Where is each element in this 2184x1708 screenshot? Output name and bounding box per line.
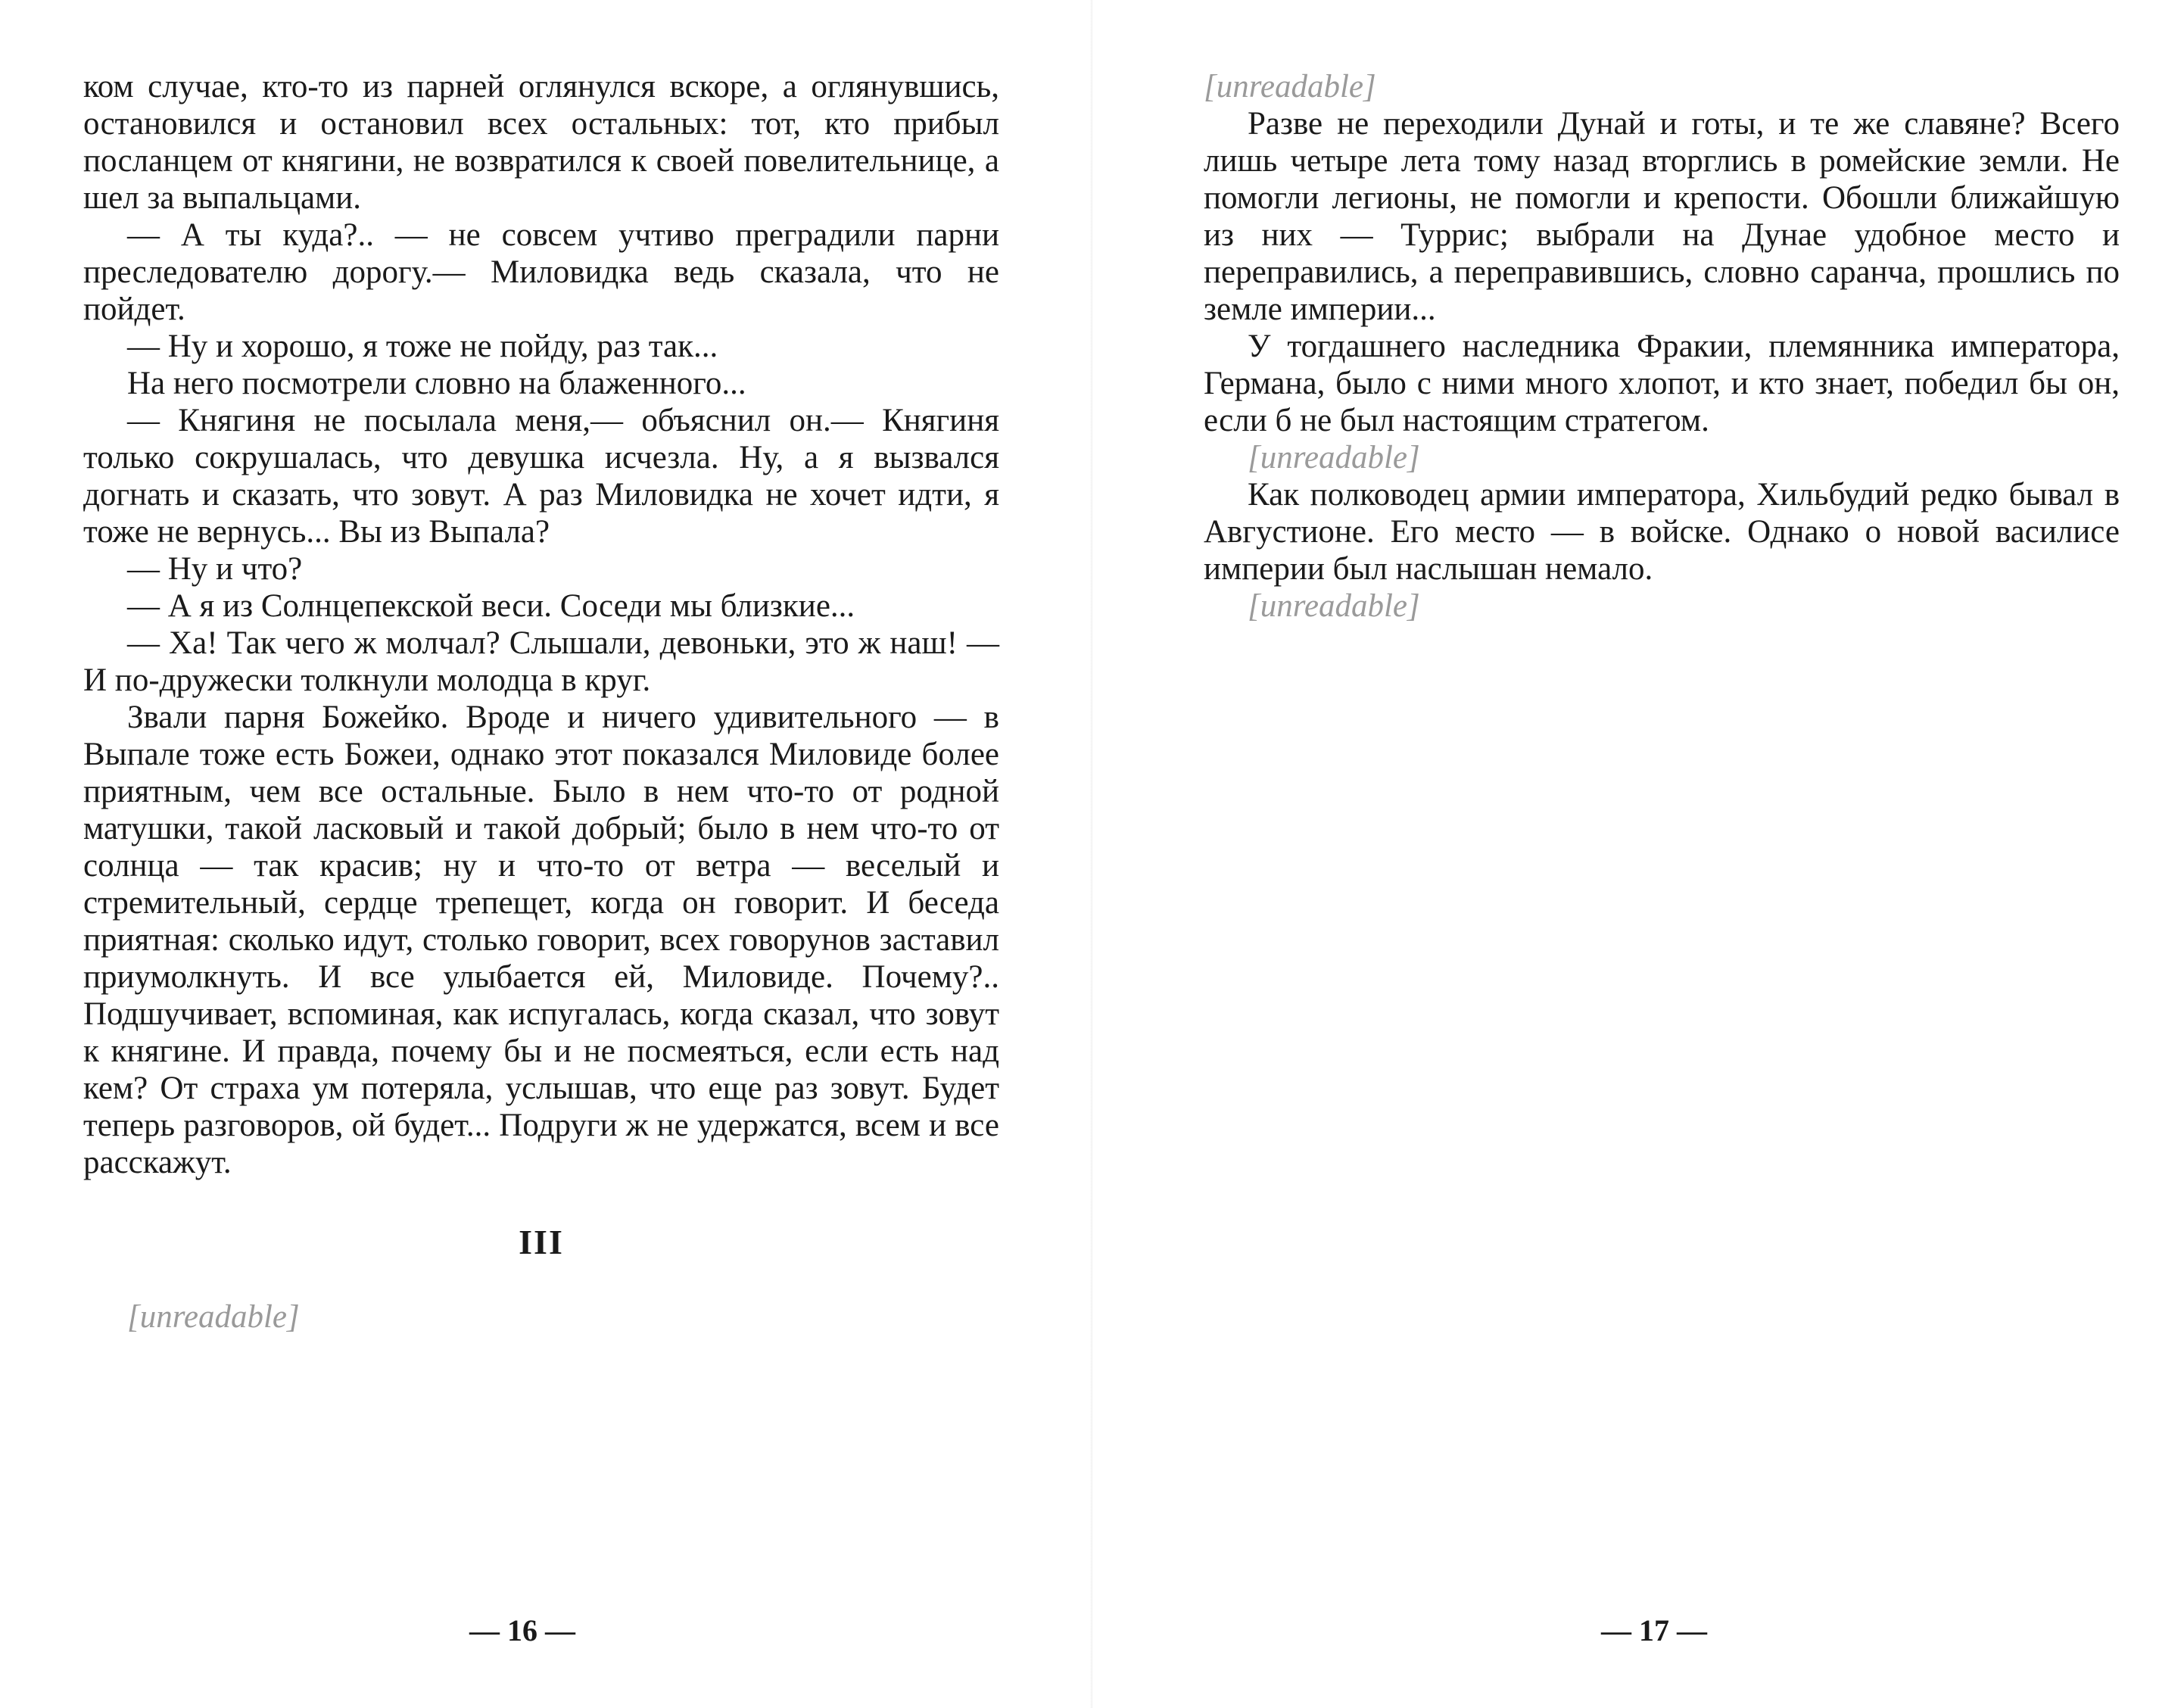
paragraph: — А ты куда?.. — не совсем учтиво преградили парни преследователю дорогу.— Миловидка ведь сказала, что не пойдет. [83, 217, 999, 327]
paragraph: — Ну и что? [127, 551, 303, 587]
paragraph: — Ну и хорошо, я тоже не пойду, раз так... [127, 329, 718, 364]
paragraph: — Ха! Так чего ж молчал? Слышали, девоньки, это ж наш! — И по-дружески толкнули молодца в круг. [83, 625, 999, 698]
page-number-right: — 17 — [1601, 1613, 1707, 1647]
paragraph: У тогдашнего наследника Фракии, племянника императора, Германа, было с ними много хлопот, и кто знает, победил бы он, если б не был настоящим стратегом. [1204, 329, 2120, 438]
paragraph: Звали парня Божейко. Вроде и ничего удивительного — в Выпале тоже есть Божеи, однако этот показался Миловиде более приятным, чем все остальные. Было в нем что-то от родной матушки, такой ласковый и такой добрый; было в нем что-то от солнца — так красив; ну и что-то от ветра — веселый и стремительный, сердце трепещет, когда он говорит. И беседа приятная: сколько идут, столько говорит, всех говорунов заставил приумолкнуть. И все улыбается ей, Миловиде. Почему?.. Подшучивает, вспоминая, как испугалась, когда сказал, что зовут к княгине. И правда, почему бы и не посмеяться, если есть над кем? От страха ум потеряла, услышав, что еще раз зовут. Будет теперь разговоров, ой будет... Подруги ж не удержатся, всем и все расскажут. [83, 700, 999, 1180]
left-body-after-chapter [83, 1298, 999, 1336]
page-number-left: — 16 — [469, 1613, 575, 1647]
chapter-heading: III [519, 1223, 564, 1261]
paragraph: Как полководец армии императора, Хильбудий редко бывал в Августионе. Его место — в войске. Однако о новой василисе империи был наслышан немало. [1204, 477, 2120, 587]
paragraph: На него посмотрели словно на блаженного... [127, 366, 746, 401]
paragraph: — Княгиня не посылала меня,— объяснил он.— Княгиня только сокрушалась, что девушка исчезла. Ну, а я вызвался догнать и сказать, что зовут. А раз Миловидка не хочет идти, я тоже не вернусь... Вы из Выпала? [83, 403, 999, 550]
right-page [1204, 68, 2120, 625]
left-page [83, 68, 999, 1336]
paragraph: ком случае, кто-то из парней оглянулся вскоре, а оглянувшись, остановился и остановил всех остальных: тот, кто прибыл посланцем от княгини, не возвратился к своей повелительнице, а шел за выпальцами. [83, 69, 999, 216]
paragraph: Разве не переходили Дунай и готы, и те же славяне? Всего лишь четыре лета тому назад вторглись в ромейские земли. Не помогли легионы, не помогли и крепости. Обошли ближайшую из них — Туррис; выбрали на Дунае удобное место и переправились, а переправившись, словно саранча, прошлись по земле империи... [1204, 106, 2120, 327]
paragraph: — А я из Солнцепекской веси. Соседи мы близкие... [127, 588, 855, 624]
paragraph: [unreadable] [1248, 588, 1420, 624]
paragraph: [unreadable] [1248, 440, 1420, 475]
left-body-before-chapter [83, 68, 999, 1181]
paragraph: [unreadable] [1204, 69, 1376, 104]
paragraph: [unreadable] [127, 1299, 300, 1335]
page-gutter [1090, 0, 1093, 1708]
